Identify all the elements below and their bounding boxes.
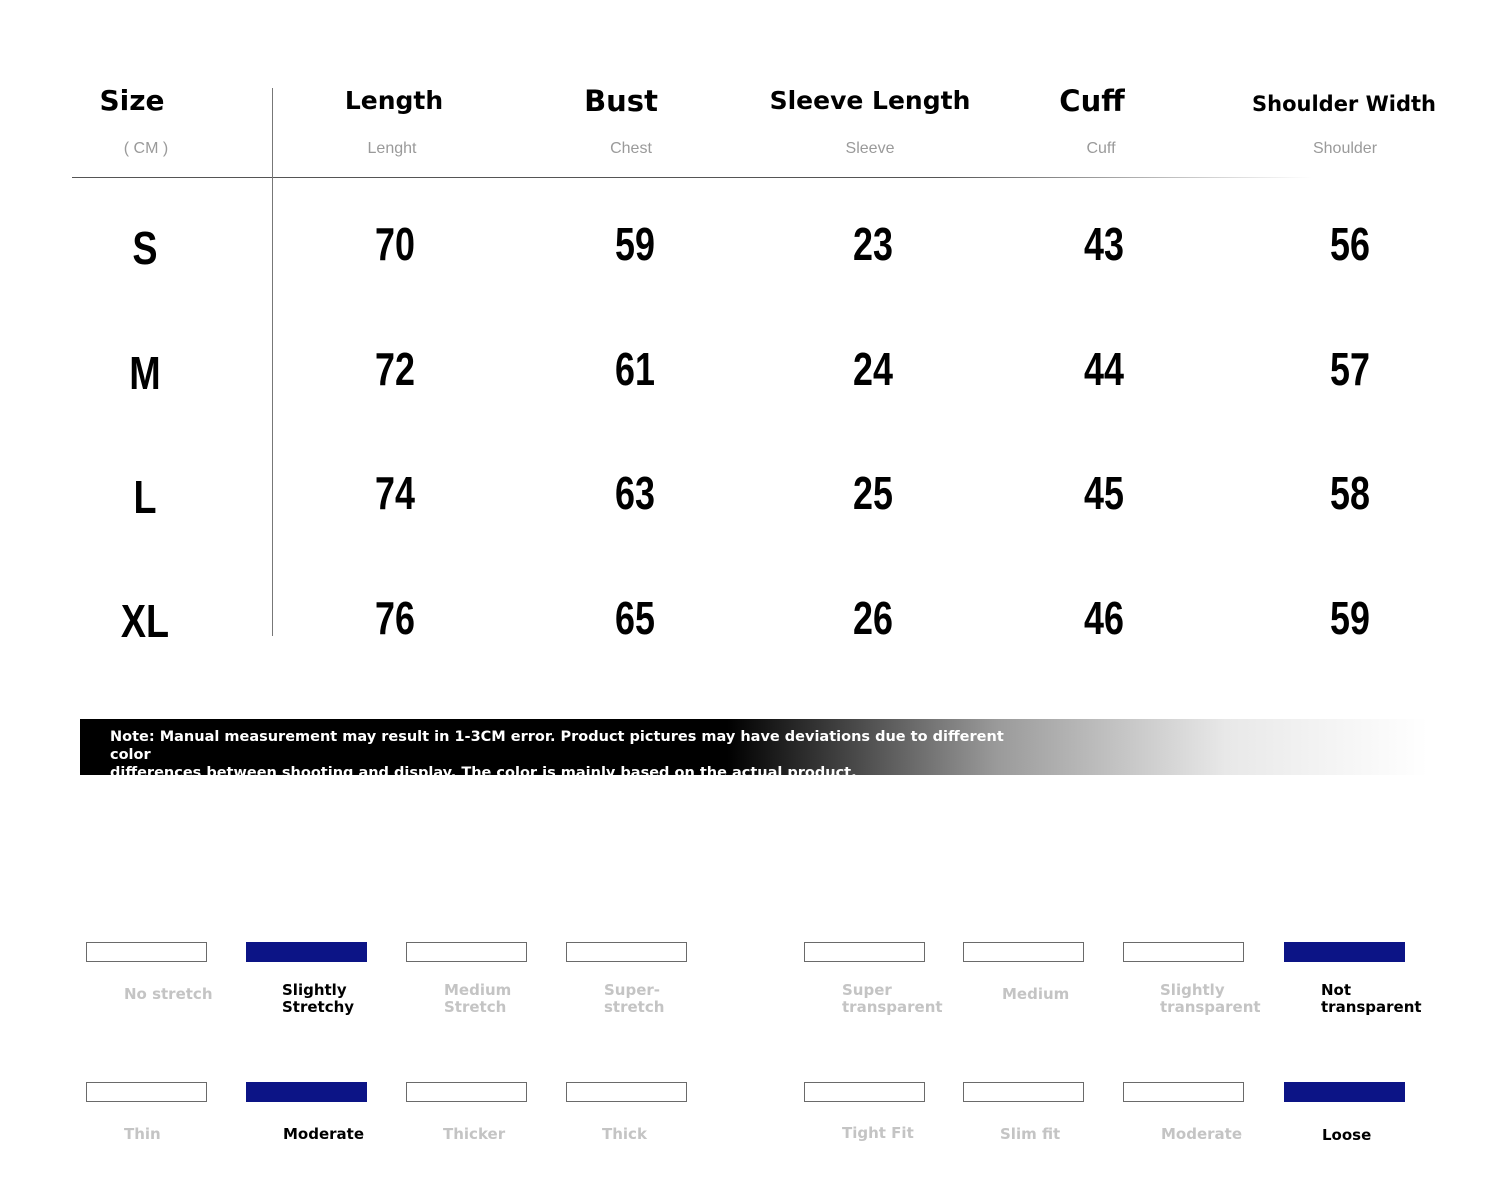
header-cuff: Cuff [1059,84,1125,118]
header-cuff-sub: Cuff [1086,140,1116,157]
transparency-option-3-box [1123,942,1244,962]
cell-l-sleeve: 25 [853,467,893,519]
fit-option-3-label: Moderate [1161,1125,1243,1143]
header-sleeve-length: Sleeve Length [769,86,971,115]
transparency-option-2-label: Medium [1002,985,1070,1003]
cell-xl-sleeve: 26 [853,592,893,644]
size-label-s: S [132,222,158,274]
cell-l-cuff: 45 [1084,467,1124,519]
fit-option-4-box [1284,1082,1405,1102]
cell-m-length: 72 [375,343,415,395]
size-label-xl: XL [120,595,170,647]
thickness-option-1-box [86,1082,207,1102]
thickness-option-2-box [246,1082,367,1102]
stretch-option-4-label: Super- stretch [604,981,665,1016]
cell-l-shoulder: 58 [1330,467,1370,519]
stretch-option-4-box [566,942,687,962]
note-line-1: Note: Manual measurement may result in 1-3CM error. Product pictures may have deviations due to different color [110,729,1004,763]
fit-option-4-label: Loose [1322,1126,1372,1144]
thickness-option-2-label: Moderate [283,1125,365,1143]
cell-s-cuff: 43 [1084,218,1124,270]
cell-s-sleeve: 23 [853,218,893,270]
transparency-option-3-label: Slightly transparent [1160,981,1261,1016]
cell-l-bust: 63 [615,467,655,519]
thickness-option-3-box [406,1082,527,1102]
cell-xl-cuff: 46 [1084,592,1124,644]
cell-m-cuff: 44 [1084,343,1124,395]
size-label-m: M [129,347,161,399]
header-divider [72,177,1312,178]
cell-xl-length: 76 [375,592,415,644]
cell-s-length: 70 [375,218,415,270]
cell-m-shoulder: 57 [1330,343,1370,395]
header-bust: Bust [584,84,658,118]
cell-xl-bust: 65 [615,592,655,644]
note-banner [80,719,1428,781]
thickness-option-4-label: Thick [602,1125,647,1143]
cell-m-bust: 61 [615,343,655,395]
transparency-option-1-label: Super transparent [842,981,943,1016]
transparency-option-4-box [1284,942,1405,962]
note-line-2: differences between shooting and display. The color is mainly based on the actual product. [110,765,857,781]
header-length-sub: Lenght [367,140,417,157]
transparency-option-4-label: Not transparent [1321,981,1422,1016]
transparency-option-1-box [804,942,925,962]
stretch-option-2-label: Slightly Stretchy [282,981,355,1016]
fit-option-3-box [1123,1082,1244,1102]
thickness-option-3-label: Thicker [443,1125,506,1143]
stretch-option-3-box [406,942,527,962]
header-size: Size [99,84,165,117]
cell-s-shoulder: 56 [1330,218,1370,270]
fit-option-2-label: Slim fit [1000,1125,1061,1143]
fit-option-2-box [963,1082,1084,1102]
thickness-option-1-label: Thin [124,1125,161,1143]
cell-m-sleeve: 24 [853,343,893,395]
header-bust-sub: Chest [610,140,652,157]
header-length: Length [344,86,444,115]
transparency-option-2-box [963,942,1084,962]
stretch-option-3-label: Medium Stretch [444,981,512,1016]
cell-l-length: 74 [375,467,415,519]
header-shoulder-sub: Shoulder [1312,140,1378,157]
header-shoulder-width: Shoulder Width [1252,92,1436,116]
note-text [110,728,1010,782]
header-sleeve-sub: Sleeve [845,140,895,157]
stretch-option-1-label: No stretch [124,985,213,1003]
fit-option-1-label: Tight Fit [842,1124,914,1142]
stretch-option-2-box [246,942,367,962]
stretch-option-1-box [86,942,207,962]
fit-option-1-box [804,1082,925,1102]
size-label-l: L [133,471,157,523]
size-column-divider [272,88,273,636]
cell-s-bust: 59 [615,218,655,270]
thickness-option-4-box [566,1082,687,1102]
header-size-unit: ( CM ) [123,140,169,157]
cell-xl-shoulder: 59 [1330,592,1370,644]
